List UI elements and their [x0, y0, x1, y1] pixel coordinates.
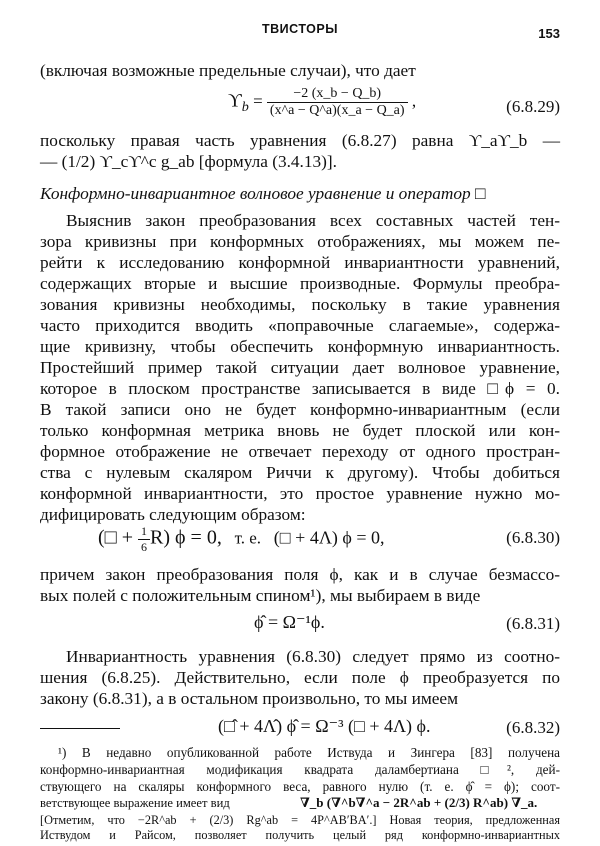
- text-line: В такой записи оно не будет конформно-инвариантным (если: [40, 400, 560, 419]
- footnote-line: конформно-инвариантная модификация квадрата даламбертиана □², дей-: [40, 762, 560, 777]
- equation-6-8-29: $ϒ_b$ = $\frac{-2 (x\_b - Q\_b)}{(x\^{}a - Q\^{}a)(x\_a - Q\_a)}$ ,: [228, 86, 417, 118]
- footnote-rule: [40, 728, 120, 729]
- equation-number: (6.8.31): [506, 614, 560, 633]
- equation-6-8-32: (□̂ + 4Λ̂) ϕ̂ = Ω⁻³ (□ + 4Λ) ϕ.: [218, 716, 431, 736]
- text-line: вых полей с положительным спином¹), мы выбираем в виде: [40, 586, 481, 605]
- paragraph-1: [40, 210, 560, 525]
- footnote-line: Иствудом и Райсом, позволяет получить целый ряд конформно-инвариантных: [40, 828, 560, 842]
- equation-number: (6.8.29): [506, 97, 560, 116]
- footnote-formula: ∇_b (∇^b∇^a − 2R^ab + (2/3) R^ab) ∇_a.: [300, 795, 538, 810]
- footnote-line: [Отметим, что −2R^ab + (2/3) Rg^ab = 4P^AB′BA′.] Новая теория, предложенная: [40, 813, 560, 827]
- text-line: шения (6.8.25). Действительно, если поле ϕ преобразуется по: [40, 668, 560, 687]
- equation-number: (6.8.30): [506, 528, 560, 547]
- text-line: рейти к исследованию конформной инвариантности уравнений,: [40, 253, 560, 272]
- text-line: зора кривизны при конформных отображениях, мы можем пе-: [40, 232, 560, 251]
- text-line: содержащих вторые и высшие производные. Формулы преобра-: [40, 274, 560, 293]
- footnote: [40, 744, 560, 761]
- equation-6-8-31: ϕ̂ = Ω⁻¹ϕ.: [254, 612, 325, 632]
- equation-6-8-30: (□ + $\frac{1}{6}$ R) ϕ = 0, т. е. (□ + 4Λ) ϕ = 0,: [98, 524, 385, 554]
- running-header: ТВИСТОРЫ: [262, 22, 338, 36]
- footnote-line: ветствующее выражение имеет вид: [40, 796, 230, 810]
- text-line: причем закон преобразования поля ϕ, как и в случае безмассо-: [40, 565, 560, 584]
- text-line: ства с нулевым скаляром Риччи к другому). Чтобы добиться: [40, 463, 560, 482]
- text-line: дифицировать следующим образом:: [40, 505, 306, 524]
- footnote-line: ¹) В недавно опубликованной работе Иствуда и Зингера [83] получена: [58, 745, 560, 760]
- text-line: Выяснив закон преобразования всех составных частей тен-: [66, 211, 560, 230]
- text-line: конформной инвариантности, это простое уравнение нужно мо-: [40, 484, 560, 503]
- page-number: 153: [538, 26, 560, 41]
- text-line: Простейший пример такой ситуации дает волновое уравнение,: [40, 358, 560, 377]
- text-line: формное отображение не отвечает переходу от одного простран-: [40, 442, 560, 461]
- equation-number: (6.8.32): [506, 718, 560, 737]
- text-line: — (1/2) ϒ_cϒ^c g_ab [формула (3.4.13)].: [40, 152, 337, 171]
- text-line: часто приходится вводить «поправочные слагаемые», содержа-: [40, 316, 560, 335]
- text-line: Инвариантность уравнения (6.8.30) следует прямо из соотно-: [66, 647, 560, 666]
- text-line: щие кривизну, чтобы обеспечить конформную инвариантность.: [40, 337, 560, 356]
- text-line: поскольку правая часть уравнения (6.8.27) равна ϒ_aϒ_b —: [40, 131, 560, 150]
- text-line: которое в плоском пространстве записывается в виде □ϕ = 0.: [40, 379, 560, 398]
- text-line: зования кривизны необходимы, поскольку в такие уравнения: [40, 295, 560, 314]
- text-line: только конформная метрика вновь не будет плоской или кон-: [40, 421, 560, 440]
- section-title: Конформно-инвариантное волновое уравнение и оператор □: [40, 184, 486, 203]
- text-line: (включая возможные предельные случаи), что дает: [40, 61, 416, 80]
- text-line: закону (6.8.31), а в остальном произвольно, то мы имеем: [40, 689, 459, 708]
- footnote-line: ствующего на скаляры конформного веса, равного нулю (т. е. ϕ̂ = ϕ); соот-: [40, 779, 560, 794]
